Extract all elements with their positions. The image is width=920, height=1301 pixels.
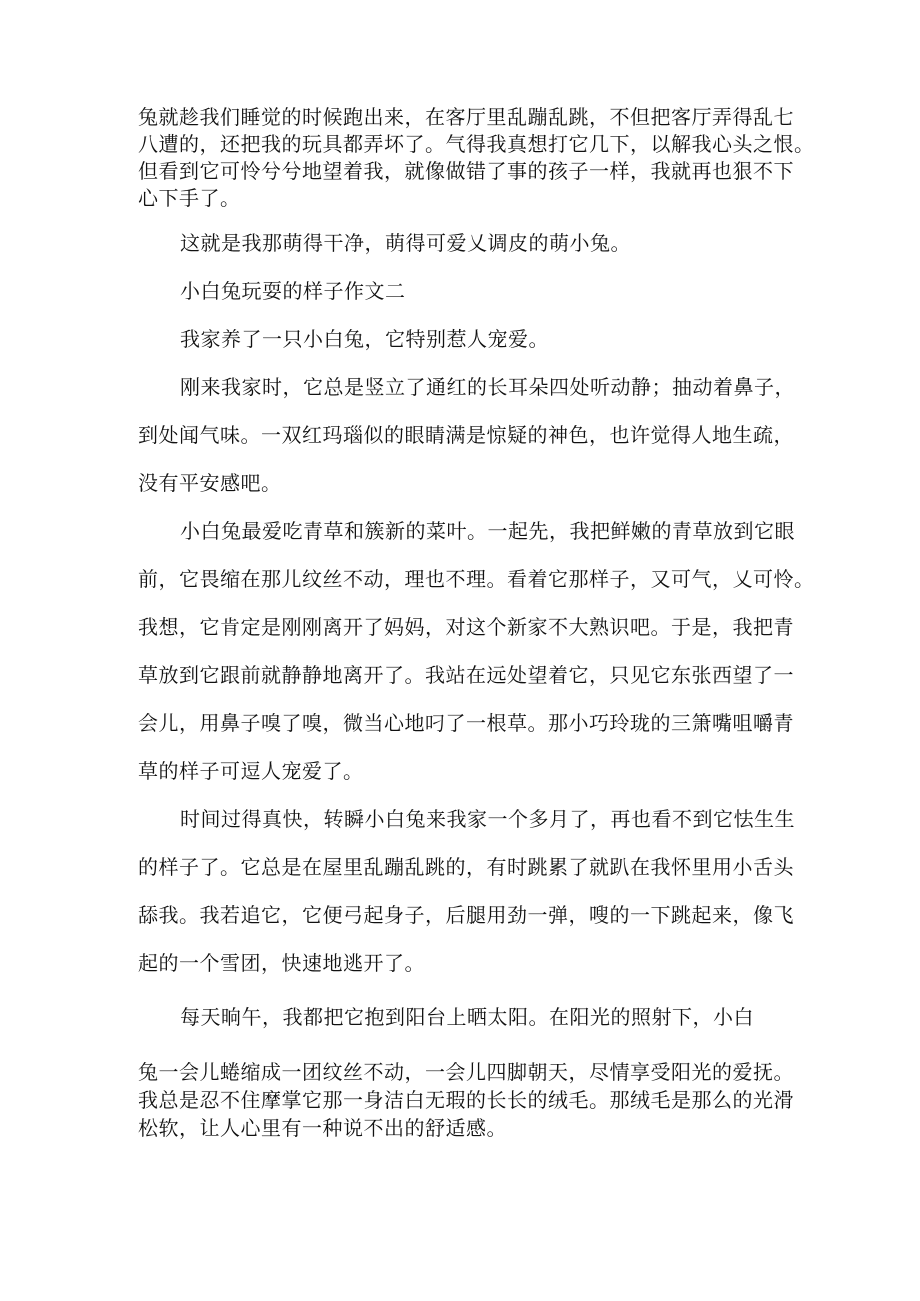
text-line: 我总是忍不住摩掌它那一身洁白无瑕的长长的绒毛。那绒毛是那么的光滑 <box>138 1088 794 1112</box>
text-line: 每天晌午，我都把它抱到阳台上晒太阳。在阳光的照射下，小白 <box>180 1005 754 1029</box>
text-line: 草放到它跟前就静静地离开了。我站在远处望着它，只见它东张西望了一 <box>138 663 794 687</box>
text-line: 这就是我那萌得干净，萌得可爱乂调皮的萌小兔。 <box>180 231 631 255</box>
text-line: 但看到它可怜兮兮地望着我，就像做错了事的孩子一样，我就再也狠不下 <box>138 159 794 183</box>
text-line: 起的一个雪团，快速地逃开了。 <box>138 951 425 975</box>
text-line: 舔我。我若追它，它便弓起身子，后腿用劲一弹，嗖的一下跳起来，像飞 <box>138 903 794 927</box>
text-line: 小白兔最爱吃青草和簇新的菜叶。一起先，我把鲜嫩的青草放到它眼 <box>180 519 795 543</box>
text-line: 的样子了。它总是在屋里乱蹦乱跳的，有时跳累了就趴在我怀里用小舌头 <box>138 855 794 879</box>
text-line: 心下手了。 <box>138 186 241 210</box>
text-line: 草的样子可逗人宠爱了。 <box>138 759 364 783</box>
text-line: 时间过得真快，转瞬小白兔来我家一个多月了，再也看不到它怯生生 <box>180 807 795 831</box>
text-line: 松软，让人心里有一种说不出的舒适感。 <box>138 1116 507 1140</box>
text-line: 我想，它肯定是刚刚离开了妈妈，对这个新家不大熟识吧。于是，我把青 <box>138 615 794 639</box>
text-line: 到处闻气味。一双红玛瑙似的眼睛满是惊疑的神色，也许觉得人地生疏， <box>138 423 794 447</box>
section-heading: 小白兔玩耍的样子作文二 <box>180 279 406 303</box>
text-line: 会儿，用鼻子嗅了嗅，微当心地叼了一根草。那小巧玲珑的三箫嘴咀嚼青 <box>138 711 794 735</box>
text-line: 我家养了一只小白兔，它特别惹人宠爱。 <box>180 327 549 351</box>
text-line: 八遭的，还把我的玩具都弄坏了。气得我真想打它几下，以解我心头之恨。 <box>138 132 815 156</box>
text-line: 前，它畏缩在那儿纹丝不动，理也不理。看着它那样子，又可气，乂可怜。 <box>138 567 815 591</box>
text-line: 没有平安感吧。 <box>138 471 282 495</box>
text-line: 兔就趁我们睡觉的时候跑出来，在客厅里乱蹦乱跳，不但把客厅弄得乱七 <box>138 105 794 129</box>
text-line: 刚来我家时，它总是竖立了通红的长耳朵四处听动静；抽动着鼻子， <box>180 375 795 399</box>
text-line: 兔一会儿蜷缩成一团纹丝不动，一会儿四脚朝天，尽情享受阳光的爱抚。 <box>138 1060 794 1084</box>
